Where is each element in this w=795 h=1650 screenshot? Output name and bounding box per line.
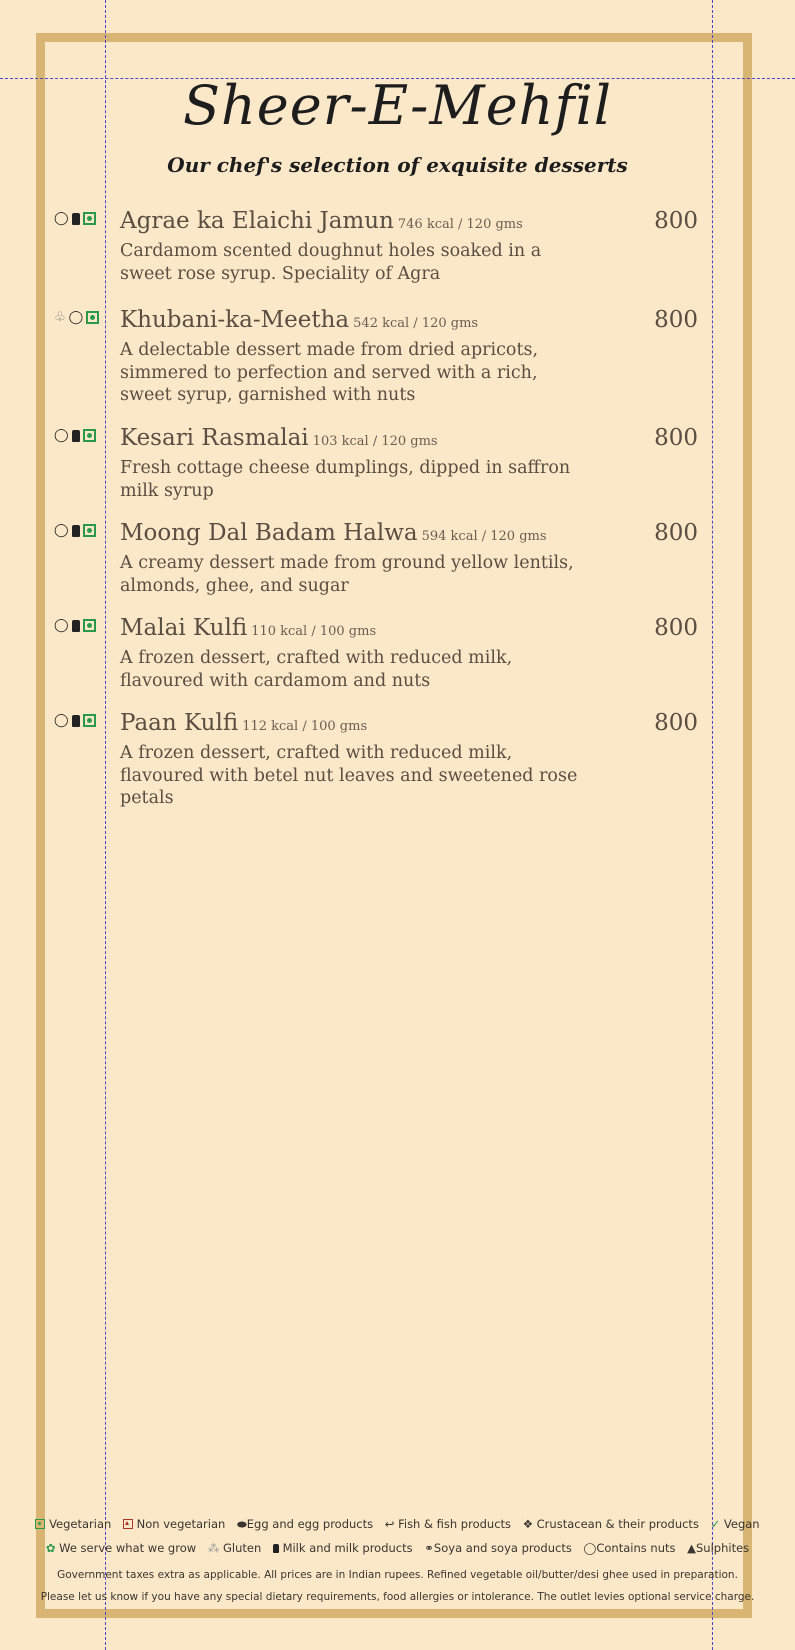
milk-icon xyxy=(72,620,80,632)
legend-label: Soya and soya products xyxy=(433,1541,572,1555)
legend-label: Vegetarian xyxy=(49,1517,112,1531)
item-heading xyxy=(120,520,547,546)
egg-icon: ⬬ xyxy=(236,1517,247,1531)
guide-line-left xyxy=(105,0,106,1650)
item-price: 800 xyxy=(654,307,698,333)
legend-egg xyxy=(237,1517,373,1531)
dietary-legend xyxy=(0,1512,795,1560)
item-heading xyxy=(120,307,478,333)
legend-vegan xyxy=(711,1517,760,1531)
veg-icon xyxy=(83,212,96,225)
item-description: Cardamom scented doughnut holes soaked in a sweet rose syrup. Speciality of Agra xyxy=(120,241,542,284)
non-veg-icon xyxy=(123,1519,133,1529)
item-name: Agrae ka Elaichi Jamun xyxy=(120,208,394,234)
milk-icon xyxy=(72,715,80,727)
item-heading xyxy=(120,710,367,736)
item-name: Malai Kulfi xyxy=(120,615,248,641)
item-price: 800 xyxy=(654,425,698,451)
dietary-icons xyxy=(54,429,96,442)
item-kcal: 746 kcal / 120 gms xyxy=(397,217,523,232)
dietary-icons xyxy=(54,311,99,324)
vegan-icon: ✓ xyxy=(710,1517,721,1531)
dietary-icons xyxy=(54,619,96,632)
footnote-line-2: Please let us know if you have any special dietary requirements, food allergies or intolerance. The outlet levies optional service charge. xyxy=(40,1591,755,1603)
legend-soya xyxy=(424,1541,572,1555)
item-description: A delectable dessert made from dried apricots, simmered to perfection and served with a rich, sweet syrup, garnished with nuts xyxy=(120,340,539,405)
legend-non-vegetarian xyxy=(123,1517,225,1531)
item-description: A frozen dessert, crafted with reduced milk, flavoured with cardamom and nuts xyxy=(120,648,513,691)
veg-icon xyxy=(83,524,96,537)
veg-icon xyxy=(83,619,96,632)
fish-icon: ↩ xyxy=(384,1517,395,1531)
leaf-icon: ✿ xyxy=(45,1541,56,1555)
nuts-icon: ◯ xyxy=(54,523,69,538)
dietary-icons xyxy=(54,524,96,537)
legend-nuts xyxy=(583,1541,675,1555)
item-description: A creamy dessert made from ground yellow lentils, almonds, ghee, and sugar xyxy=(120,553,574,596)
nuts-icon: ◯ xyxy=(54,618,69,633)
milk-icon xyxy=(273,1544,279,1553)
item-description: A frozen dessert, crafted with reduced milk, flavoured with betel nut leaves and sweetened rose petals xyxy=(120,743,578,808)
legend-label: Gluten xyxy=(222,1541,262,1555)
menu-title: Sheer-E-Mehfil xyxy=(183,74,612,137)
item-name: Kesari Rasmalai xyxy=(120,425,309,451)
footnote xyxy=(0,1564,795,1608)
chef-special-icon: ♧ xyxy=(54,310,66,325)
legend-fish xyxy=(385,1517,511,1531)
item-kcal: 542 kcal / 120 gms xyxy=(353,316,479,331)
legend-gluten xyxy=(208,1541,261,1555)
nuts-icon: ◯ xyxy=(54,211,69,226)
legend-milk xyxy=(273,1541,413,1555)
guide-line-right xyxy=(712,0,713,1650)
item-heading xyxy=(120,208,523,234)
legend-sulphites xyxy=(687,1541,749,1555)
legend-row-2 xyxy=(0,1536,795,1560)
veg-icon xyxy=(86,311,99,324)
legend-crustacean xyxy=(523,1517,699,1531)
legend-label: Vegan xyxy=(723,1517,760,1531)
legend-row-1 xyxy=(0,1512,795,1536)
legend-label: Fish & fish products xyxy=(398,1517,512,1531)
legend-label: Crustacean & their products xyxy=(536,1517,699,1531)
item-kcal: 112 kcal / 100 gms xyxy=(242,719,368,734)
dietary-icons xyxy=(54,212,96,225)
legend-label: Sulphites xyxy=(696,1541,750,1555)
nuts-icon: ◯ xyxy=(54,428,69,443)
legend-label: We serve what we grow xyxy=(59,1541,197,1555)
legend-vegetarian xyxy=(35,1517,111,1531)
veg-icon xyxy=(83,714,96,727)
sulphites-icon: ▲ xyxy=(687,1541,696,1555)
item-description: Fresh cottage cheese dumplings, dipped in saffron milk syrup xyxy=(120,458,571,501)
veg-icon xyxy=(83,429,96,442)
footnote-line-1: Government taxes extra as applicable. All prices are in Indian rupees. Refined vegetable oil/butter/desi ghee used in preparation. xyxy=(57,1569,738,1581)
item-kcal: 594 kcal / 120 gms xyxy=(421,529,547,544)
item-kcal: 110 kcal / 100 gms xyxy=(251,624,377,639)
legend-grow xyxy=(46,1541,196,1555)
item-heading xyxy=(120,425,438,451)
veg-icon xyxy=(35,1519,45,1529)
item-name: Paan Kulfi xyxy=(120,710,239,736)
legend-label: Egg and egg products xyxy=(246,1517,374,1531)
milk-icon xyxy=(72,430,80,442)
item-heading xyxy=(120,615,376,641)
legend-label: Contains nuts xyxy=(596,1541,676,1555)
nuts-icon: ◯ xyxy=(583,1541,597,1555)
item-price: 800 xyxy=(654,520,698,546)
item-price: 800 xyxy=(654,710,698,736)
item-kcal: 103 kcal / 120 gms xyxy=(312,434,438,449)
milk-icon xyxy=(72,213,80,225)
gluten-icon: ⁂ xyxy=(207,1541,220,1555)
dietary-icons xyxy=(54,714,96,727)
legend-label: Milk and milk products xyxy=(282,1541,413,1555)
nuts-icon: ◯ xyxy=(68,310,84,325)
crustacean-icon: ❖ xyxy=(522,1517,533,1531)
item-name: Khubani-ka-Meetha xyxy=(120,307,350,333)
milk-icon xyxy=(72,525,80,537)
menu-subtitle: Our chef's selection of exquisite desserts xyxy=(167,153,628,177)
item-price: 800 xyxy=(654,208,698,234)
legend-label: Non vegetarian xyxy=(136,1517,226,1531)
soya-icon: ⚭ xyxy=(424,1541,434,1555)
item-name: Moong Dal Badam Halwa xyxy=(120,520,418,546)
nuts-icon: ◯ xyxy=(54,713,69,728)
item-price: 800 xyxy=(654,615,698,641)
